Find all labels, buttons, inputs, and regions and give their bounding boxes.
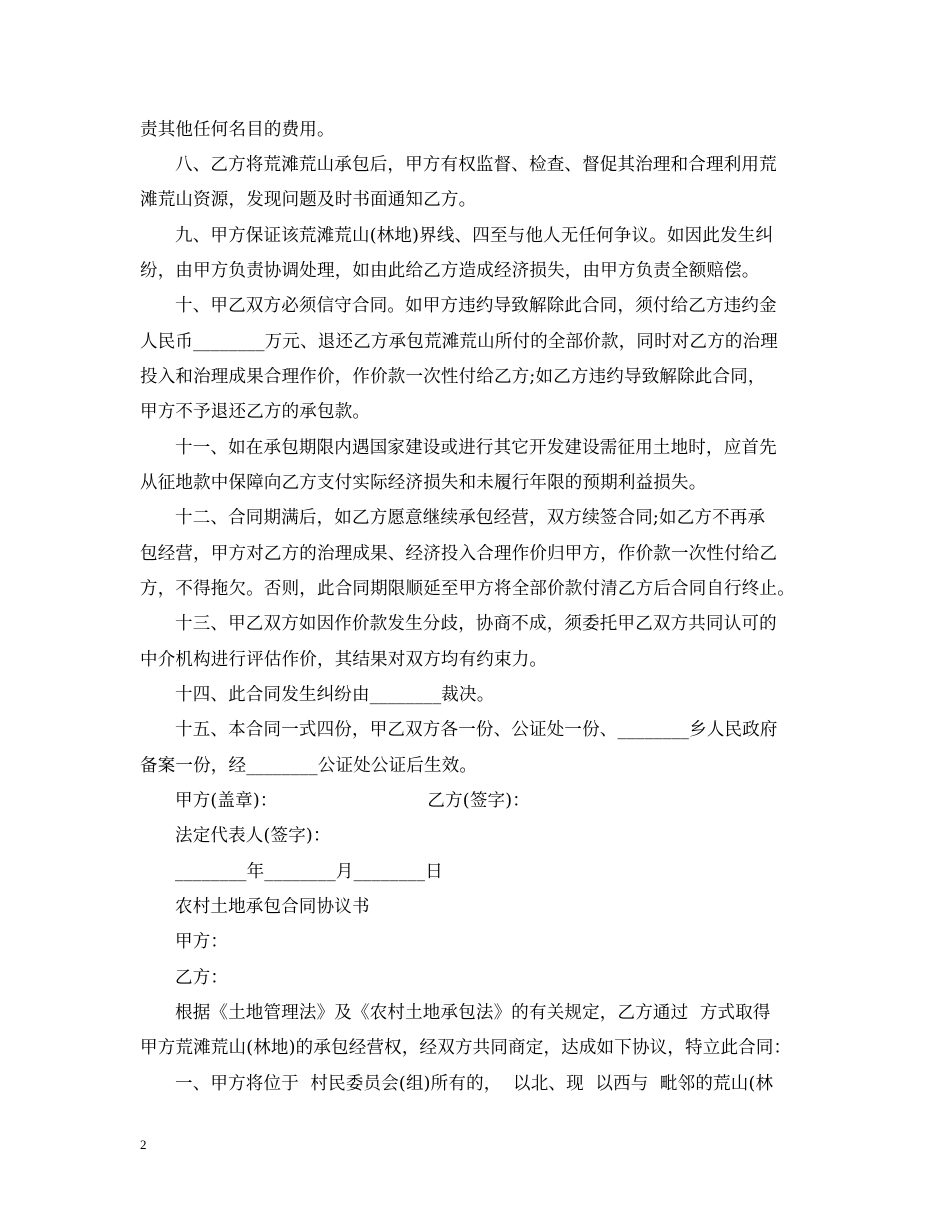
signature-line: 甲方(盖章)： 乙方(签字)： (175, 791, 530, 811)
text-line: 备案一份，经________公证处公证后生效。 (140, 756, 478, 776)
text-line: 九、甲方保证该荒滩荒山(林地)界线、四至与他人无任何争议。如因此发生纠 (175, 226, 774, 246)
text-line: 纷，由甲方负责协调处理，如由此给乙方造成经济损失，由甲方负责全额赔偿。 (140, 261, 760, 281)
text-line: 人民币________万元、退还乙方承包荒滩荒山所付的全部价款，同时对乙方的治理 (140, 332, 778, 352)
text-line: 十四、此合同发生纠纷由________裁决。 (175, 685, 495, 705)
text-line: 十五、本合同一式四份，甲乙双方各一份、公证处一份、________乡人民政府 (175, 720, 778, 740)
text-line: 从征地款中保障向乙方支付实际经济损失和未履行年限的预期利益损失。 (140, 473, 707, 493)
text-line: 一、甲方将位于 村民委员会(组)所有的， 以北、现 以西与 毗邻的荒山(林 (175, 1074, 774, 1094)
text-line: 中介机构进行评估作价，其结果对双方均有约束力。 (140, 650, 548, 670)
party-line: 乙方： (175, 968, 229, 988)
signature-line: 法定代表人(签字)： (175, 826, 331, 846)
text-line: 十二、合同期满后，如乙方愿意继续承包经营，双方续签合同;如乙方不再承 (175, 508, 766, 528)
party-line: 甲方： (175, 932, 229, 952)
text-line: 包经营，甲方对乙方的治理成果、经济投入合理作价归甲方，作价款一次性付给乙 (140, 544, 778, 564)
date-line: ________年________月________日 (175, 862, 443, 882)
text-line: 甲方不予退还乙方的承包款。 (140, 402, 371, 422)
page-number: 2 (140, 1137, 147, 1152)
text-line: 滩荒山资源，发现问题及时书面通知乙方。 (140, 190, 477, 210)
text-line: 十三、甲乙双方如因作价款发生分歧，协商不成，须委托甲乙双方共同认可的 (175, 614, 777, 634)
text-line: 责其他任何名目的费用。 (140, 120, 335, 140)
section-title: 农村土地承包合同协议书 (175, 897, 370, 917)
text-line: 甲方荒滩荒山(林地)的承包经营权，经双方共同商定，达成如下协议，特立此合同： (140, 1038, 792, 1058)
text-line: 投入和治理成果合理作价，作价款一次性付给乙方;如乙方违约导致解除此合同， (140, 367, 766, 387)
text-line: 根据《土地管理法》及《农村土地承包法》的有关规定，乙方通过 方式取得 (175, 1003, 771, 1023)
text-line: 十一、如在承包期限内遇国家建设或进行其它开发建设需征用土地时，应首先 (175, 438, 777, 458)
text-line: 方，不得拖欠。否则，此合同期限顺延至甲方将全部价款付清乙方后合同自行终止。 (140, 579, 795, 599)
text-line: 八、乙方将荒滩荒山承包后，甲方有权监督、检查、督促其治理和合理利用荒 (175, 155, 777, 175)
text-line: 十、甲乙双方必须信守合同。如甲方违约导致解除此合同，须付给乙方违约金 (175, 296, 777, 316)
